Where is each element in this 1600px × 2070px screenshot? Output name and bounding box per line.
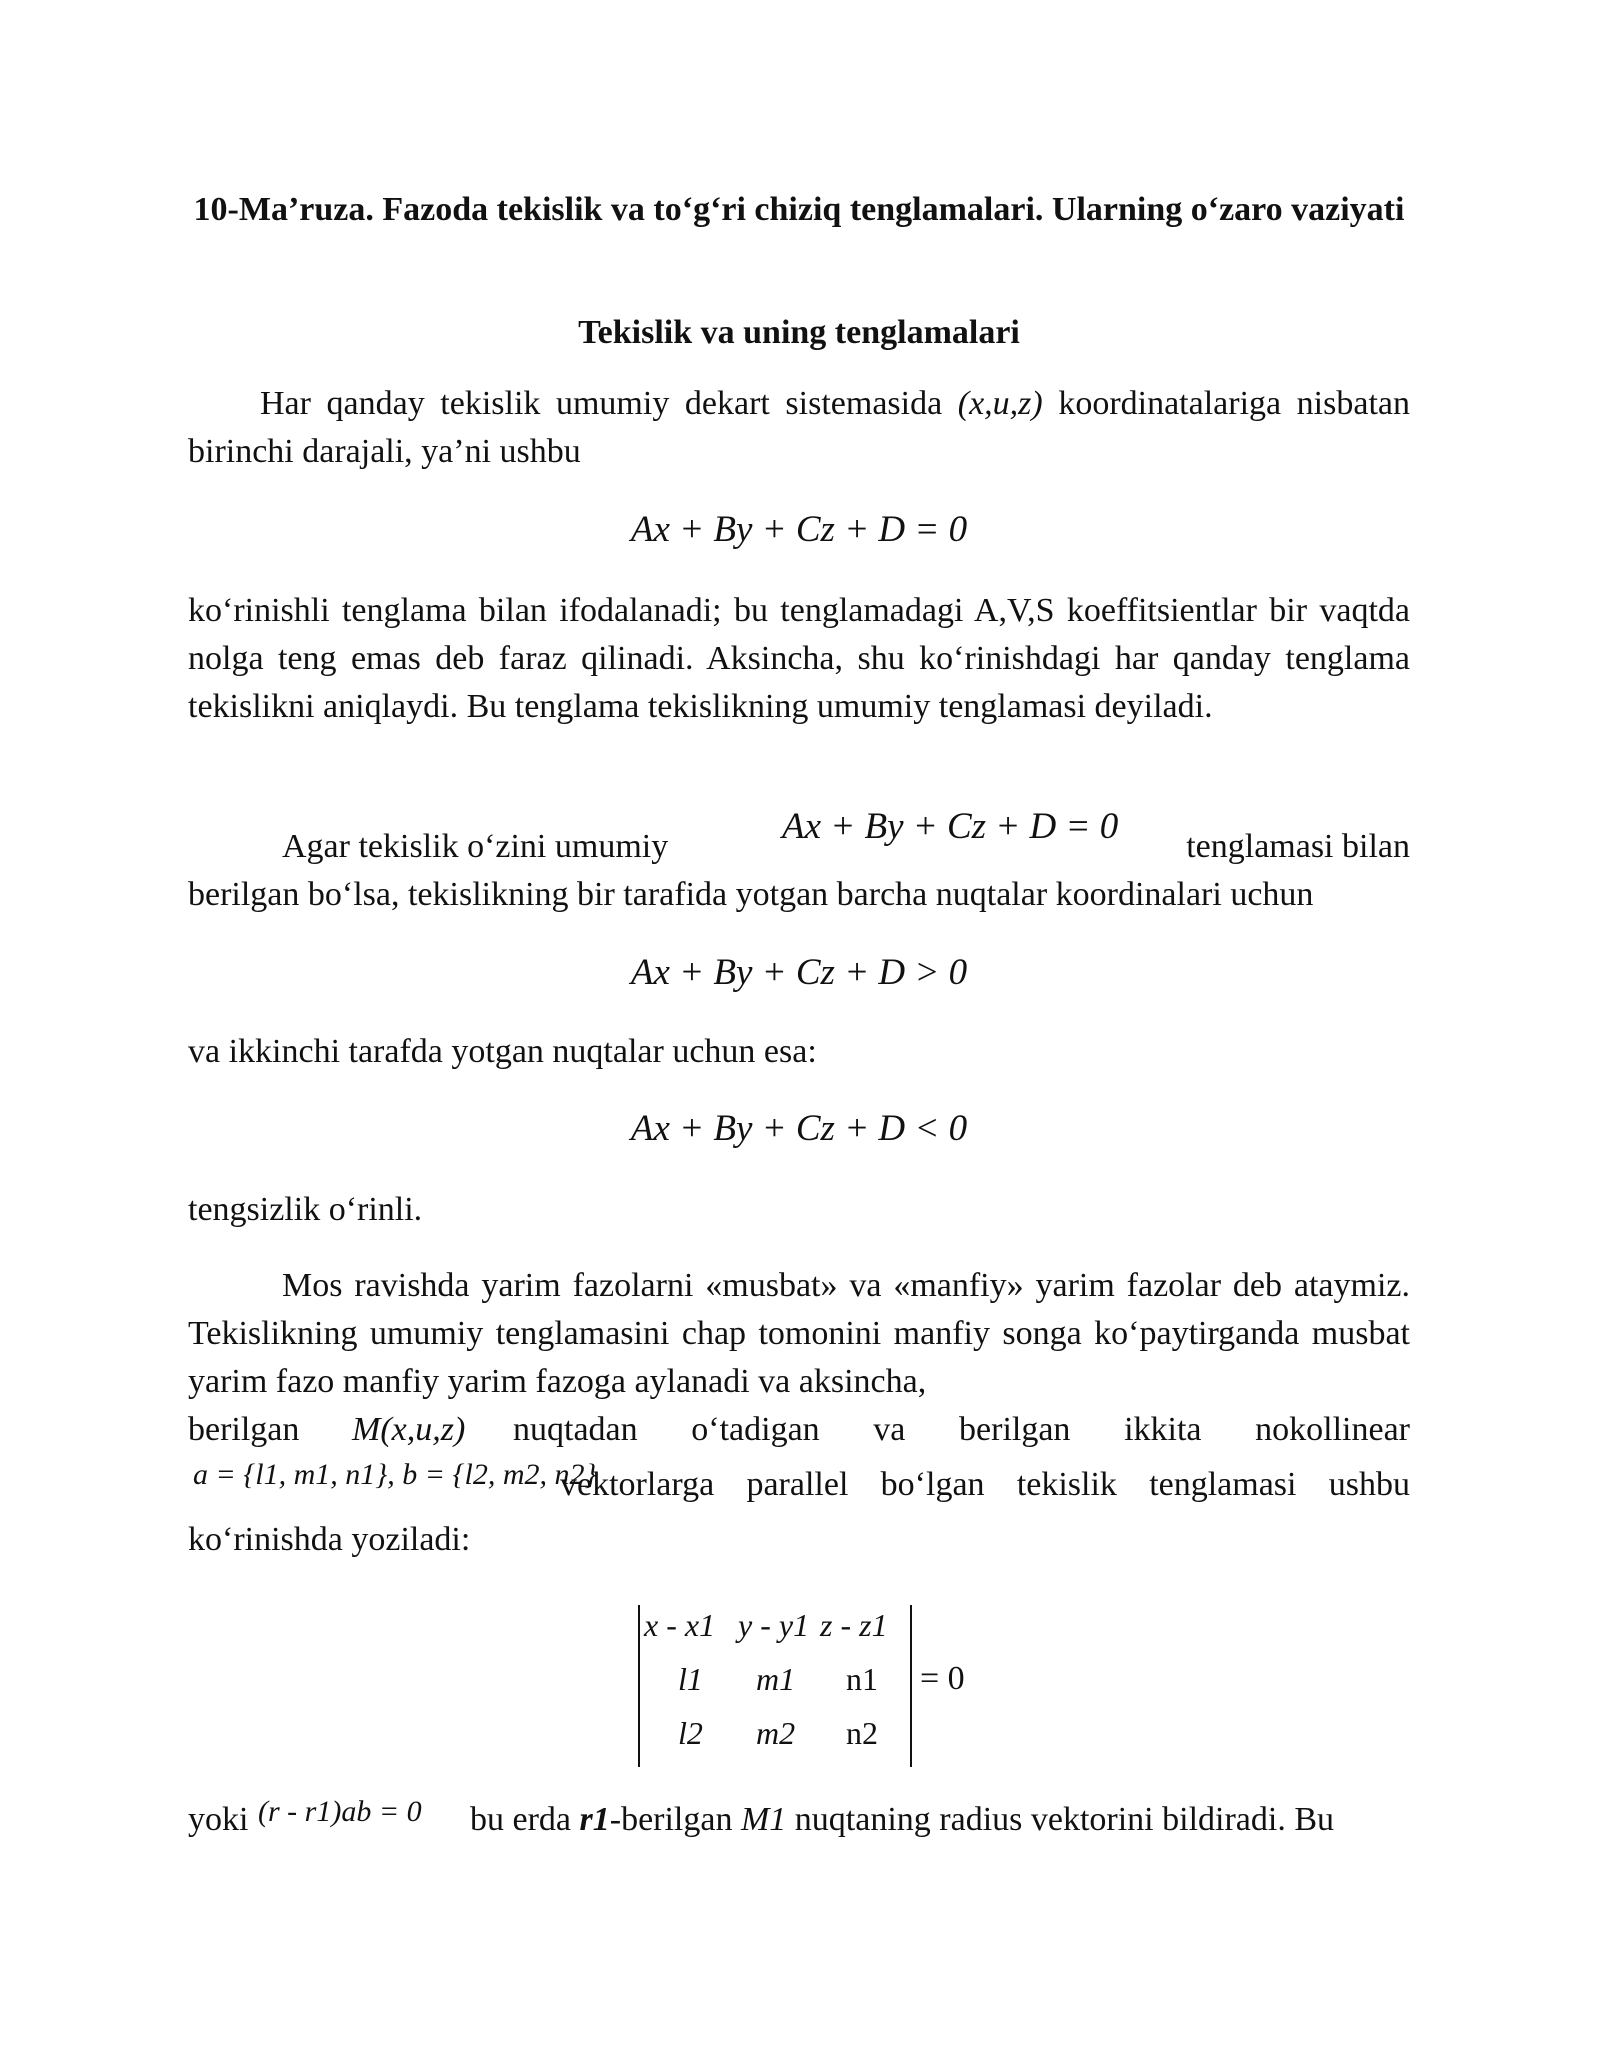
determinant-row (640, 1607, 910, 1657)
determinant-equals-zero: = 0 (920, 1660, 965, 1697)
radius-vector-term: r1 (579, 1801, 610, 1838)
paragraph-6-line-5 (188, 1455, 1410, 1507)
paragraph-6-text-c: vektorlarga parallel bo‘lgan tekislik tenglamasi ushbu (560, 1466, 1410, 1503)
negative-inequality-formula (188, 1104, 1410, 1154)
determinant-cell: n1 (846, 1661, 878, 1697)
point-m1-term: M1 (740, 1801, 787, 1838)
determinant-cell: m1 (756, 1661, 796, 1697)
paragraph-6: Mos ravishda yarim fazolarni «musbat» va «manfiy» yarim fazolar deb ataymiz. Tekislikning umumiy tenglamasini chap tomonini manfiy songa ko‘paytirganda musbat yarim fazo manfiy yarim fazoga aylanadi va aksincha, (188, 1267, 1410, 1400)
inline-general-equation: Ax + By + Cz + D = 0 (782, 806, 1119, 847)
general-equation-formula (188, 505, 1410, 555)
paragraph-7-rest (470, 1796, 1410, 1844)
paragraph-6-text-b2: nuqtadan o‘tadigan va berilgan ikkita nokollinear (513, 1411, 1410, 1448)
paragraph-7 (188, 1796, 1410, 1844)
positive-inequality-formula (188, 948, 1410, 998)
paragraph-3-line-1 (188, 806, 1410, 871)
paragraph-6-line-6: ko‘rinishda yoziladi: (188, 1521, 471, 1558)
paragraph-3-text-b: tenglamasi bilan (1186, 828, 1410, 865)
radius-vector-formula: (r - r1)ab = 0 (258, 1795, 422, 1828)
section-heading: Tekislik va uning tenglamalari (578, 314, 1020, 351)
determinant-cell: y - y1 (738, 1607, 810, 1643)
paragraph-3-text-a: Agar tekislik o‘zini umumiy (282, 828, 669, 865)
paragraph-3-line-2: berilgan bo‘lsa, tekislikning bir tarafida yotgan barcha nuqtalar koordinalari uchun (188, 876, 1314, 913)
determinant-row (640, 1661, 910, 1711)
paragraph-7-text-a: yoki (188, 1801, 249, 1838)
paragraph-7-text-c: -berilgan (609, 1801, 733, 1838)
determinant-cell: x - x1 (644, 1607, 716, 1643)
plane-determinant (638, 1605, 912, 1767)
paragraph-6-text-b1: berilgan (188, 1411, 300, 1448)
paragraph-5: tengsizlik o‘rinli. (188, 1191, 423, 1228)
paragraph-4: va ikkinchi tarafda yotgan nuqtalar uchun esa: (188, 1033, 817, 1070)
paragraph-6-line-4 (188, 1406, 1410, 1454)
page-title: 10-Ma’ruza. Fazoda tekislik va to‘g‘ri chiziq tenglamalari. Ularning o‘zaro vaziyati (193, 191, 1405, 228)
coordinates-term: (x,u,z) (957, 385, 1043, 422)
paragraph-7-text-d: nuqtaning radius vektorini bildiradi. Bu (794, 1801, 1334, 1838)
determinant-cell: l2 (678, 1715, 703, 1751)
determinant-cell: l1 (678, 1661, 703, 1697)
determinant-cell: z - z1 (820, 1607, 888, 1643)
formula-text: Ax + By + Cz + D = 0 (630, 509, 968, 550)
paragraph-2: ko‘rinishli tenglama bilan ifodalanadi; bu tenglamadagi A,V,S koeffitsientlar bir vaqtda nolga teng emas deb faraz qilinadi. Aksincha, shu ko‘rinishdagi har qanday tenglama tekislikni aniqlaydi. Bu tenglama tekislikning umumiy tenglamasi deyiladi. (188, 592, 1410, 725)
formula-text: Ax + By + Cz + D > 0 (630, 952, 968, 993)
vectors-formula: a = {l1, m1, n1}, b = {l2, m2, n2} (193, 1458, 597, 1491)
paragraph-7-text-b: bu erda (470, 1801, 572, 1838)
determinant-row (640, 1715, 910, 1765)
determinant-cell: n2 (846, 1715, 878, 1751)
paragraph-1-text-a: Har qanday tekislik umumiy dekart sistemasida (260, 385, 943, 422)
point-term: M(x,u,z) (352, 1411, 466, 1448)
determinant-cell: m2 (756, 1715, 796, 1751)
formula-text: Ax + By + Cz + D < 0 (630, 1108, 968, 1149)
paragraph-1-text-b: koordinatalariga nisbatan birinchi darajali, ya’ni ushbu (188, 385, 1410, 470)
paragraph-1 (188, 380, 1410, 476)
